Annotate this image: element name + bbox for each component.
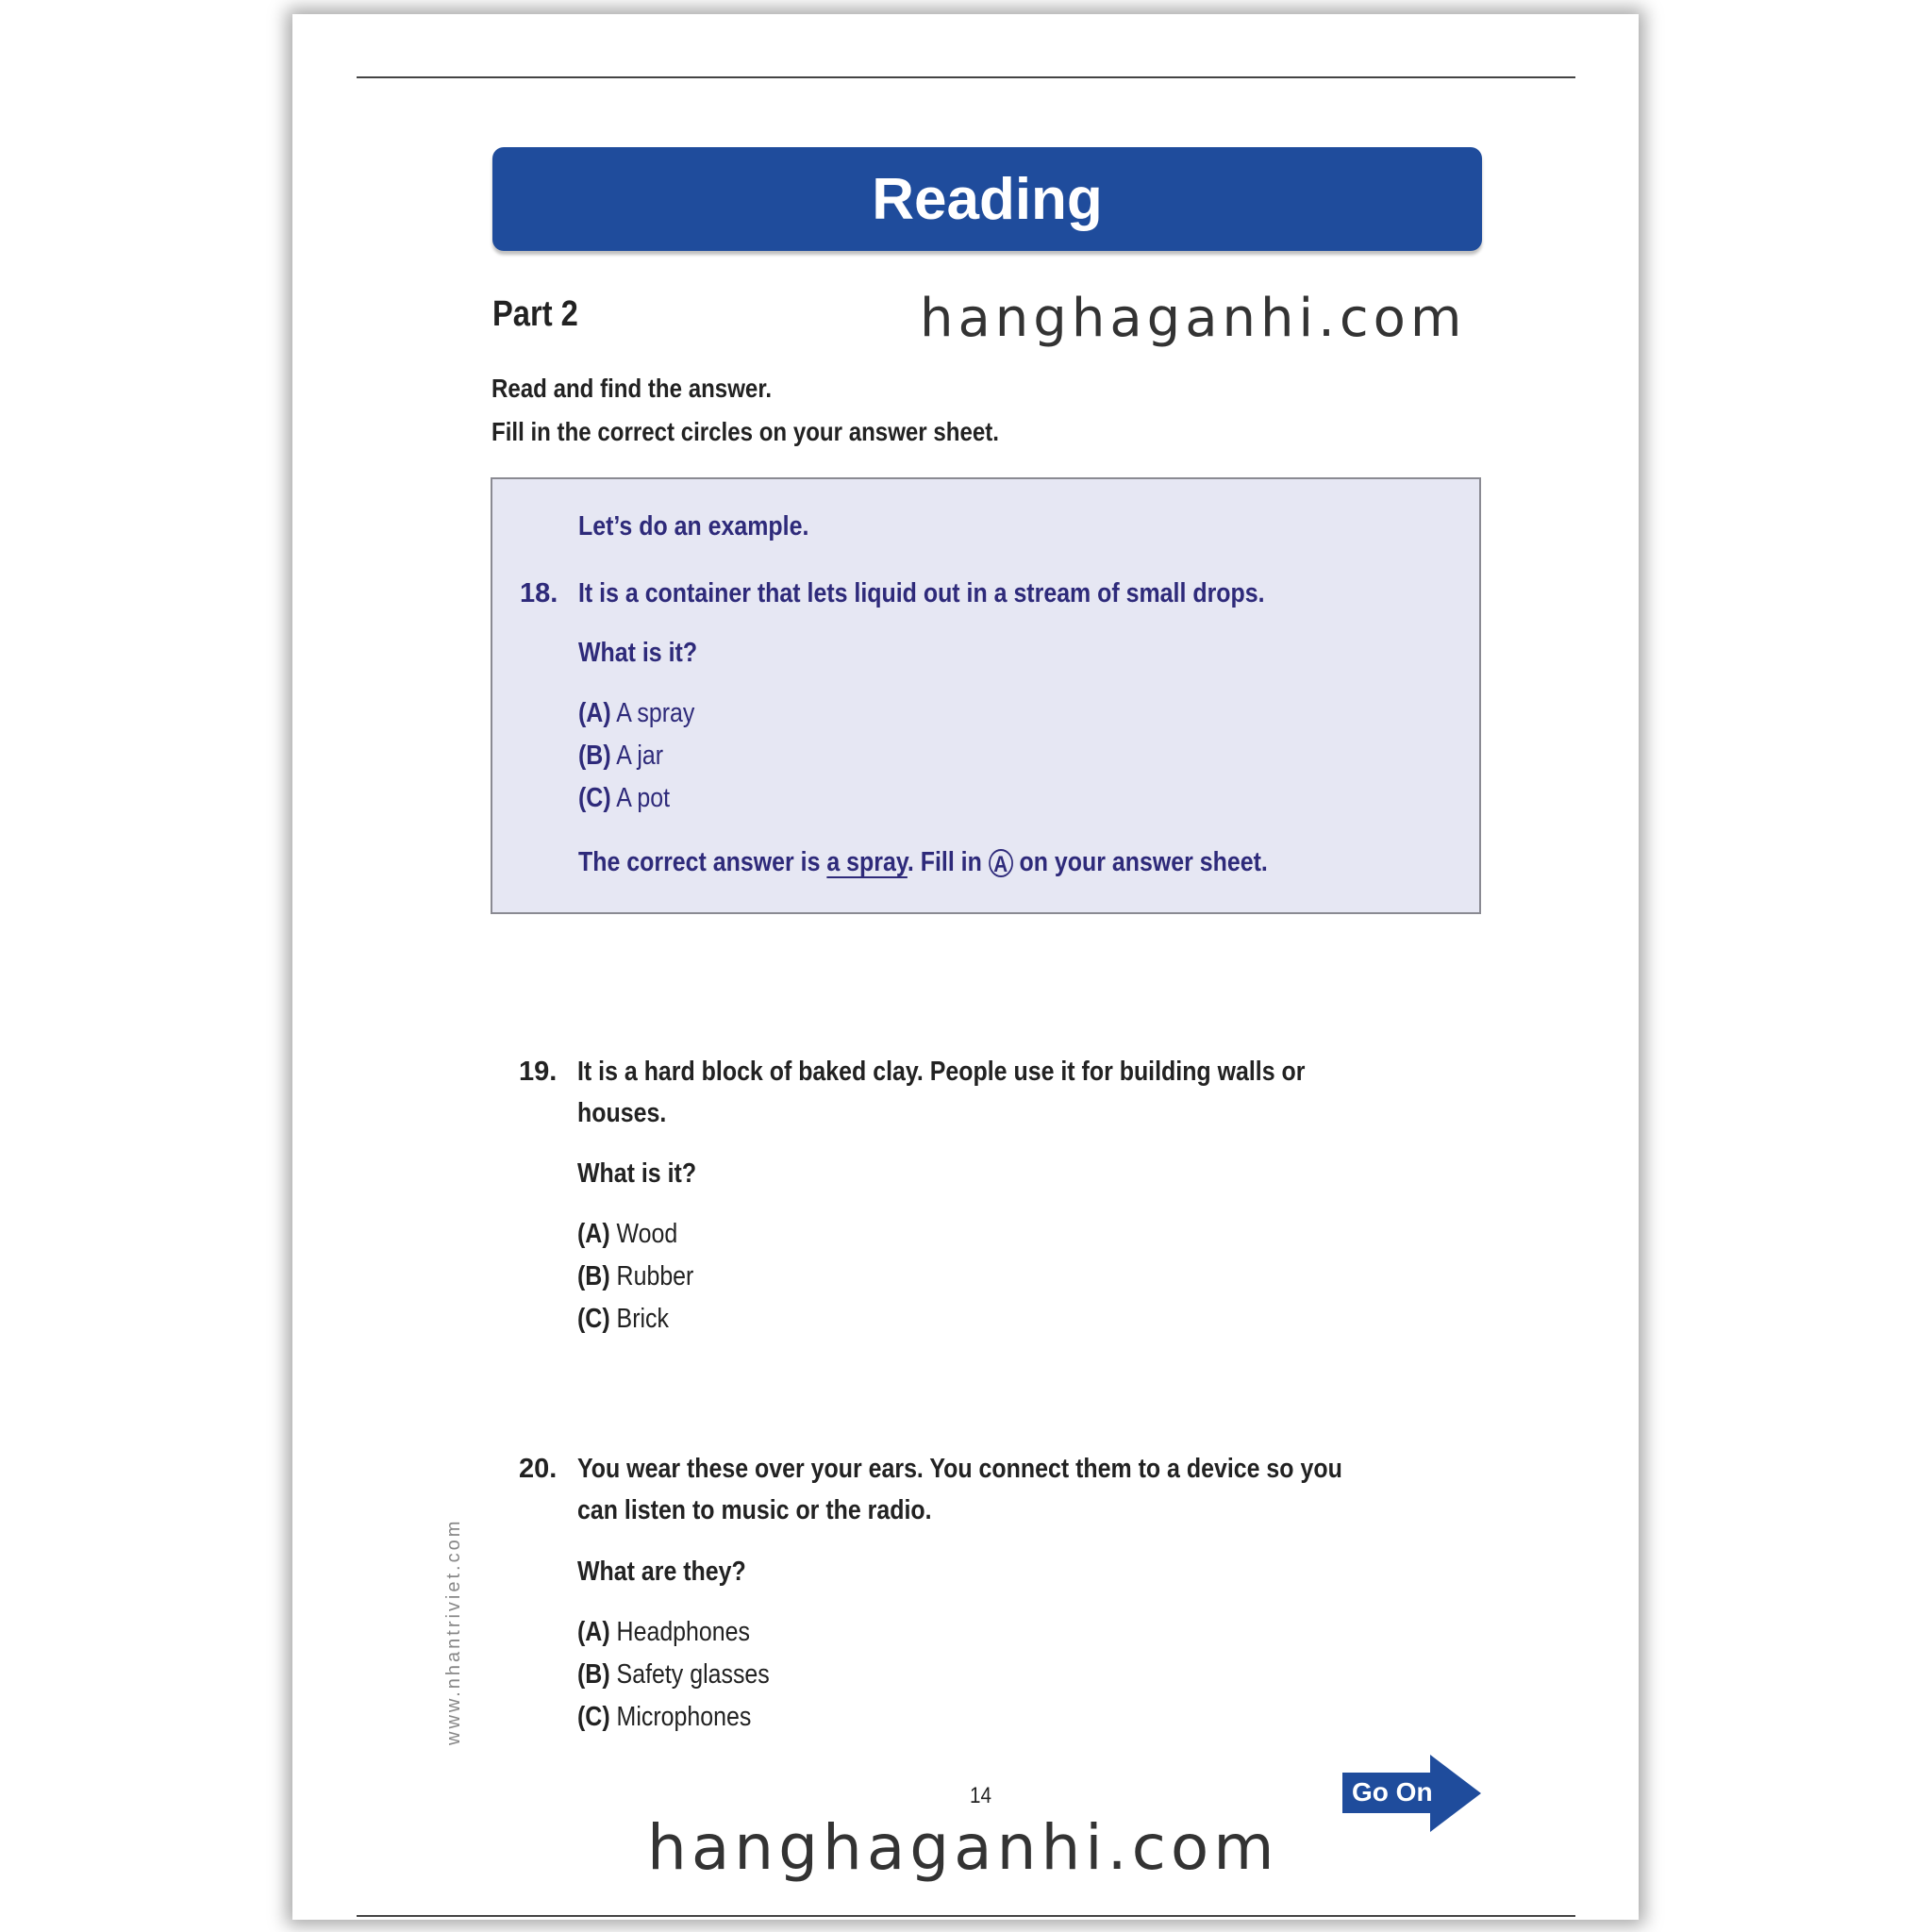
option-a (577, 1219, 677, 1250)
option-letter: (A) (577, 1617, 610, 1647)
option-letter: (B) (577, 1659, 610, 1690)
question-text: You wear these over your ears. You connect them to a device so you (577, 1454, 1342, 1484)
section-banner (492, 147, 1482, 251)
answer-circle-icon: A (989, 849, 1013, 877)
side-watermark: www.nhantriviet.com (443, 1518, 464, 1745)
example-number: 18. (520, 578, 558, 608)
option-text: Safety glasses (616, 1659, 770, 1690)
option-text: A jar (616, 741, 664, 771)
answer-word: a spray (826, 847, 908, 877)
question-text: can listen to music or the radio. (577, 1495, 932, 1525)
option-letter: (A) (578, 698, 611, 728)
page-number: 14 (970, 1783, 991, 1808)
option-text: Microphones (616, 1702, 752, 1732)
question-text: houses. (577, 1098, 667, 1128)
answer-mid: . Fill in (907, 847, 982, 877)
example-question: It is a container that lets liquid out in a stream of small drops. (578, 578, 1265, 608)
option-text: Wood (616, 1219, 678, 1249)
option-b (577, 1261, 693, 1292)
example-answer (578, 847, 1268, 878)
go-on-label: Go On (1352, 1777, 1433, 1807)
example-option-c (578, 783, 670, 814)
example-prompt: What is it? (578, 638, 698, 668)
question-prompt: What is it? (577, 1158, 697, 1189)
option-c (577, 1702, 751, 1733)
option-text: A spray (616, 698, 695, 728)
top-rule (357, 76, 1575, 78)
option-text: A pot (616, 783, 671, 813)
example-intro: Let’s do an example. (578, 511, 809, 541)
question-text: It is a hard block of baked clay. People use it for building walls or (577, 1057, 1306, 1087)
option-letter: (C) (578, 783, 611, 813)
example-option-a (578, 698, 694, 729)
answer-pre: The correct answer is (578, 847, 821, 877)
option-text: Rubber (616, 1261, 694, 1291)
question-number: 20. (519, 1454, 558, 1484)
option-b (577, 1659, 770, 1690)
option-letter: (C) (577, 1702, 610, 1732)
watermark-bottom: hanghaganhi.com (647, 1811, 1279, 1884)
instruction-line: Fill in the correct circles on your answer sheet. (491, 417, 999, 446)
instruction-line: Read and find the answer. (491, 374, 773, 403)
option-a (577, 1617, 750, 1648)
option-text: Brick (616, 1304, 669, 1334)
option-letter: (B) (578, 741, 611, 771)
question-prompt: What are they? (577, 1557, 746, 1587)
section-title: Reading (872, 166, 1103, 232)
answer-post: on your answer sheet. (1019, 847, 1268, 877)
option-text: Headphones (616, 1617, 751, 1647)
part-heading: Part 2 (492, 294, 578, 334)
example-option-b (578, 741, 663, 772)
question-number: 19. (519, 1057, 558, 1087)
go-on-arrow (1342, 1755, 1484, 1832)
option-letter: (A) (577, 1219, 610, 1249)
watermark-top: hanghaganhi.com (920, 288, 1467, 349)
option-c (577, 1304, 669, 1335)
option-letter: (C) (577, 1304, 610, 1334)
option-letter: (B) (577, 1261, 610, 1291)
bottom-rule (357, 1915, 1575, 1917)
